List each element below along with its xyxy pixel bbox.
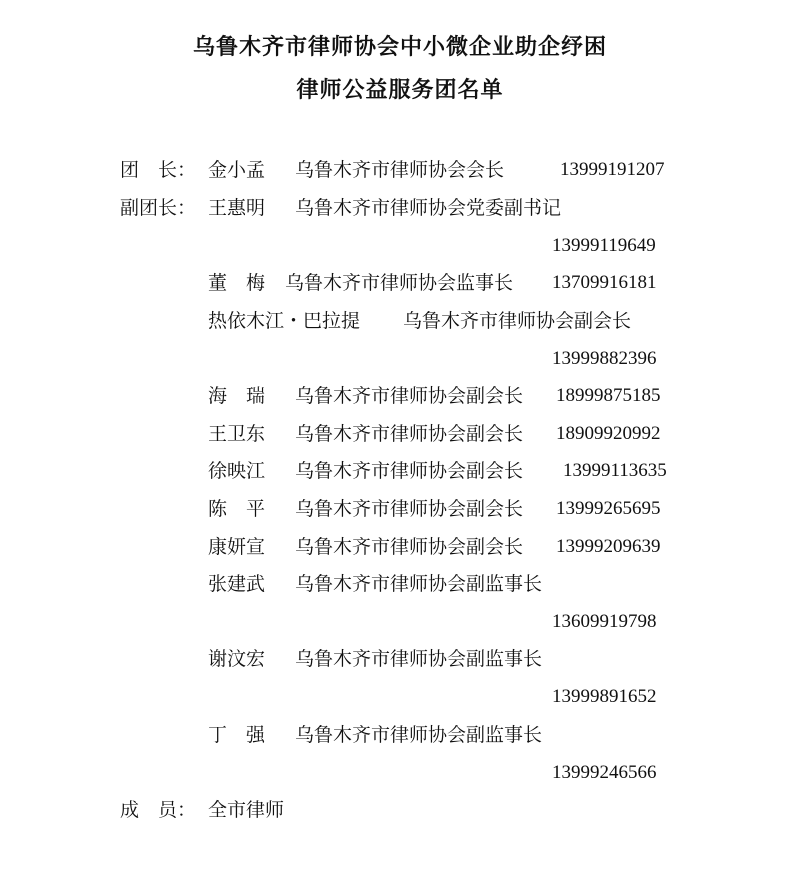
deputy-phone: 13999265695	[556, 498, 661, 519]
deputy-title: 乌鲁木齐市律师协会监事长	[285, 272, 514, 294]
leader-phone: 13999191207	[560, 159, 665, 180]
deputy-name: 热依木江・巴拉提	[208, 310, 361, 332]
title-line-2: 律师公益服务团名单	[296, 77, 504, 103]
title-line-1: 乌鲁木齐市律师协会中小微企业助企纾困	[192, 34, 607, 60]
deputy-phone: 13999119649	[552, 235, 656, 256]
deputy-name: 徐映江	[208, 460, 266, 482]
deputy-phone: 13999209639	[556, 536, 661, 557]
deputy-name: 陈 平	[208, 498, 266, 520]
deputy-name: 海 瑞	[208, 385, 266, 407]
deputy-name: 康妍宣	[208, 536, 266, 558]
deputy-title: 乌鲁木齐市律师协会副会长	[295, 423, 524, 445]
deputy-phone: 13999891652	[552, 686, 657, 707]
deputy-phone: 13709916181	[552, 272, 657, 293]
deputy-role-label: 副团长：	[120, 197, 197, 219]
deputy-phone: 18999875185	[556, 385, 661, 406]
members-role-label: 成 员：	[120, 799, 197, 821]
deputy-phone: 13999113635	[563, 460, 667, 481]
deputy-phone: 13999246566	[552, 762, 657, 783]
leader-role-label: 团 长：	[120, 159, 197, 181]
deputy-name: 王惠明	[208, 197, 266, 219]
leader-name: 金小孟	[208, 159, 266, 181]
deputy-title: 乌鲁木齐市律师协会副监事长	[295, 573, 543, 595]
deputy-name: 张建武	[208, 573, 266, 595]
deputy-phone: 13609919798	[552, 611, 657, 632]
deputy-title: 乌鲁木齐市律师协会副会长	[295, 498, 524, 520]
members-value: 全市律师	[208, 799, 285, 821]
deputy-title: 乌鲁木齐市律师协会副会长	[295, 385, 524, 407]
leader-title: 乌鲁木齐市律师协会会长	[295, 159, 505, 181]
deputy-phone: 18909920992	[556, 423, 661, 444]
deputy-phone: 13999882396	[552, 348, 657, 369]
deputy-title: 乌鲁木齐市律师协会副会长	[295, 460, 524, 482]
deputy-title: 乌鲁木齐市律师协会副监事长	[295, 724, 543, 746]
deputy-name: 丁 强	[208, 724, 266, 746]
deputy-name: 王卫东	[208, 423, 266, 445]
deputy-name: 谢汶宏	[208, 648, 266, 670]
deputy-title: 乌鲁木齐市律师协会副监事长	[295, 648, 543, 670]
deputy-name: 董 梅	[208, 272, 266, 294]
deputy-title: 乌鲁木齐市律师协会党委副书记	[295, 197, 562, 219]
deputy-title: 乌鲁木齐市律师协会副会长	[295, 536, 524, 558]
deputy-title: 乌鲁木齐市律师协会副会长	[403, 310, 632, 332]
